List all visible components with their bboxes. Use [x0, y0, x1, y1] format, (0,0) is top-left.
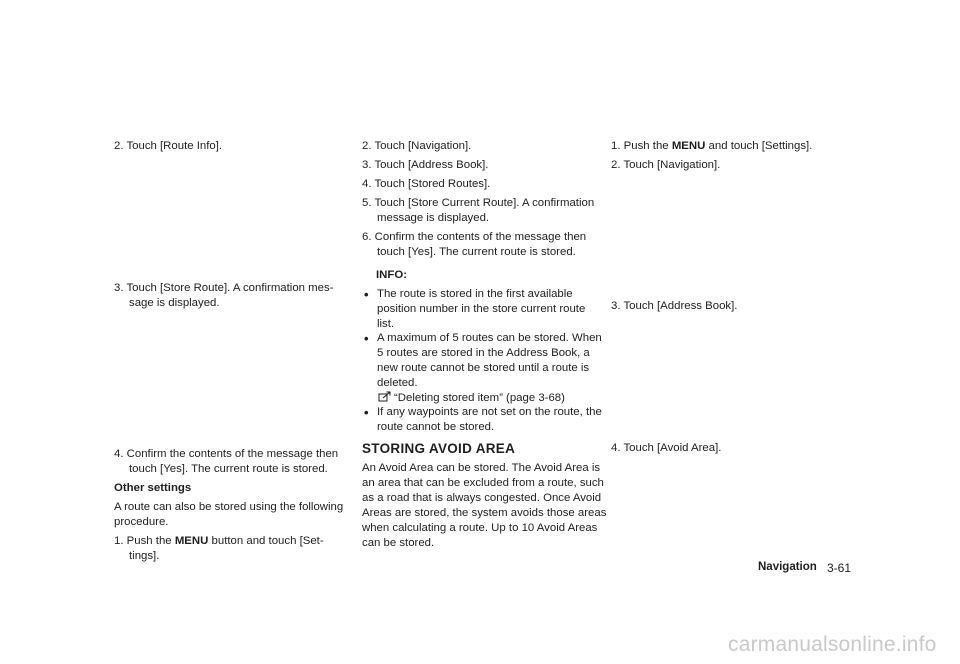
bullet1-line3: list.: [377, 318, 395, 330]
col3-step1-suffix: and touch [Settings].: [708, 140, 813, 152]
bullet1-line2: position number in the store current route: [377, 303, 586, 315]
bullet2-line4: deleted.: [377, 377, 418, 389]
bullet2-line3: new route cannot be stored until a route is: [377, 362, 590, 374]
col2-step6-line1: 6. Confirm the contents of the message then: [362, 231, 587, 243]
info-label: INFO:: [376, 269, 408, 281]
col1-step3-line2: sage is displayed.: [129, 297, 220, 309]
bullet1-line1: The route is stored in the first available: [377, 288, 573, 300]
col1-step3-line1: 3. Touch [Store Route]. A confirmation mes-: [114, 282, 334, 294]
col3-menu-button-label: MENU: [671, 140, 706, 152]
bullet3-line1: If any waypoints are not set on the route, the: [377, 406, 602, 418]
bullet3-line2: route cannot be stored.: [377, 421, 495, 433]
col3-step4: 4. Touch [Avoid Area].: [611, 442, 722, 454]
col1-para-line1: A route can also be stored using the following: [114, 501, 344, 513]
watermark: carmanualsonline.info: [728, 633, 937, 656]
col1-menu-button-label: MENU: [174, 535, 209, 547]
col1-step4-line2: touch [Yes]. The current route is stored.: [129, 463, 328, 475]
col1-para-line2: procedure.: [114, 516, 169, 528]
col2-body-line1: An Avoid Area can be stored. The Avoid Area is: [362, 462, 601, 474]
col3-step3: 3. Touch [Address Book].: [611, 300, 738, 312]
col1-step1-line2: tings].: [129, 550, 160, 562]
col2-body-line5: when calculating a route. Up to 10 Avoid Areas: [362, 522, 598, 534]
col1-step4-line1: 4. Confirm the contents of the message then: [114, 448, 339, 460]
col3-step1: [611, 139, 812, 154]
col1-subheading: Other settings: [114, 482, 192, 494]
col2-step3: 3. Touch [Address Book].: [362, 159, 489, 171]
col2-body-line3: as a road that is always congested. Once Avoid: [362, 492, 602, 504]
col2-step4: 4. Touch [Stored Routes].: [362, 178, 491, 190]
col2-step5-line1: 5. Touch [Store Current Route]. A confirmation: [362, 197, 595, 209]
col1-step2: 2. Touch [Route Info].: [114, 140, 223, 152]
page-number: 3-61: [827, 561, 852, 575]
col3-step2: 2. Touch [Navigation].: [611, 159, 721, 171]
col1-step1-suffix: button and touch [Set-: [211, 535, 324, 547]
col2-body-line2: an area that can be excluded from a route, such: [362, 477, 604, 489]
col1-step1-prefix: 1. Push the: [114, 535, 172, 547]
bullet-marker-3: •: [364, 405, 369, 420]
col2-step2: 2. Touch [Navigation].: [362, 140, 472, 152]
col3-step1-prefix: 1. Push the: [611, 140, 669, 152]
col2-step5-line2: message is displayed.: [377, 212, 490, 224]
bullet2-line1: A maximum of 5 routes can be stored. When: [377, 332, 602, 344]
col2-step6-line2: touch [Yes]. The current route is stored.: [377, 246, 576, 258]
footer-section-title: Navigation: [758, 561, 817, 573]
col1-step1-line1: [114, 534, 324, 549]
bullet2-line2: 5 routes are stored in the Address Book, a: [377, 347, 590, 359]
reference-link[interactable]: “Deleting stored item” (page 3-68): [394, 392, 565, 404]
col2-body-line4: Areas are stored, the system avoids those areas: [362, 507, 607, 519]
section-heading: STORING AVOID AREA: [362, 441, 516, 456]
bullet-marker-1: •: [364, 287, 369, 302]
bullet-marker-2: •: [364, 331, 369, 346]
reference-arrow-icon: [378, 391, 392, 403]
col2-body-line6: can be stored.: [362, 537, 435, 549]
